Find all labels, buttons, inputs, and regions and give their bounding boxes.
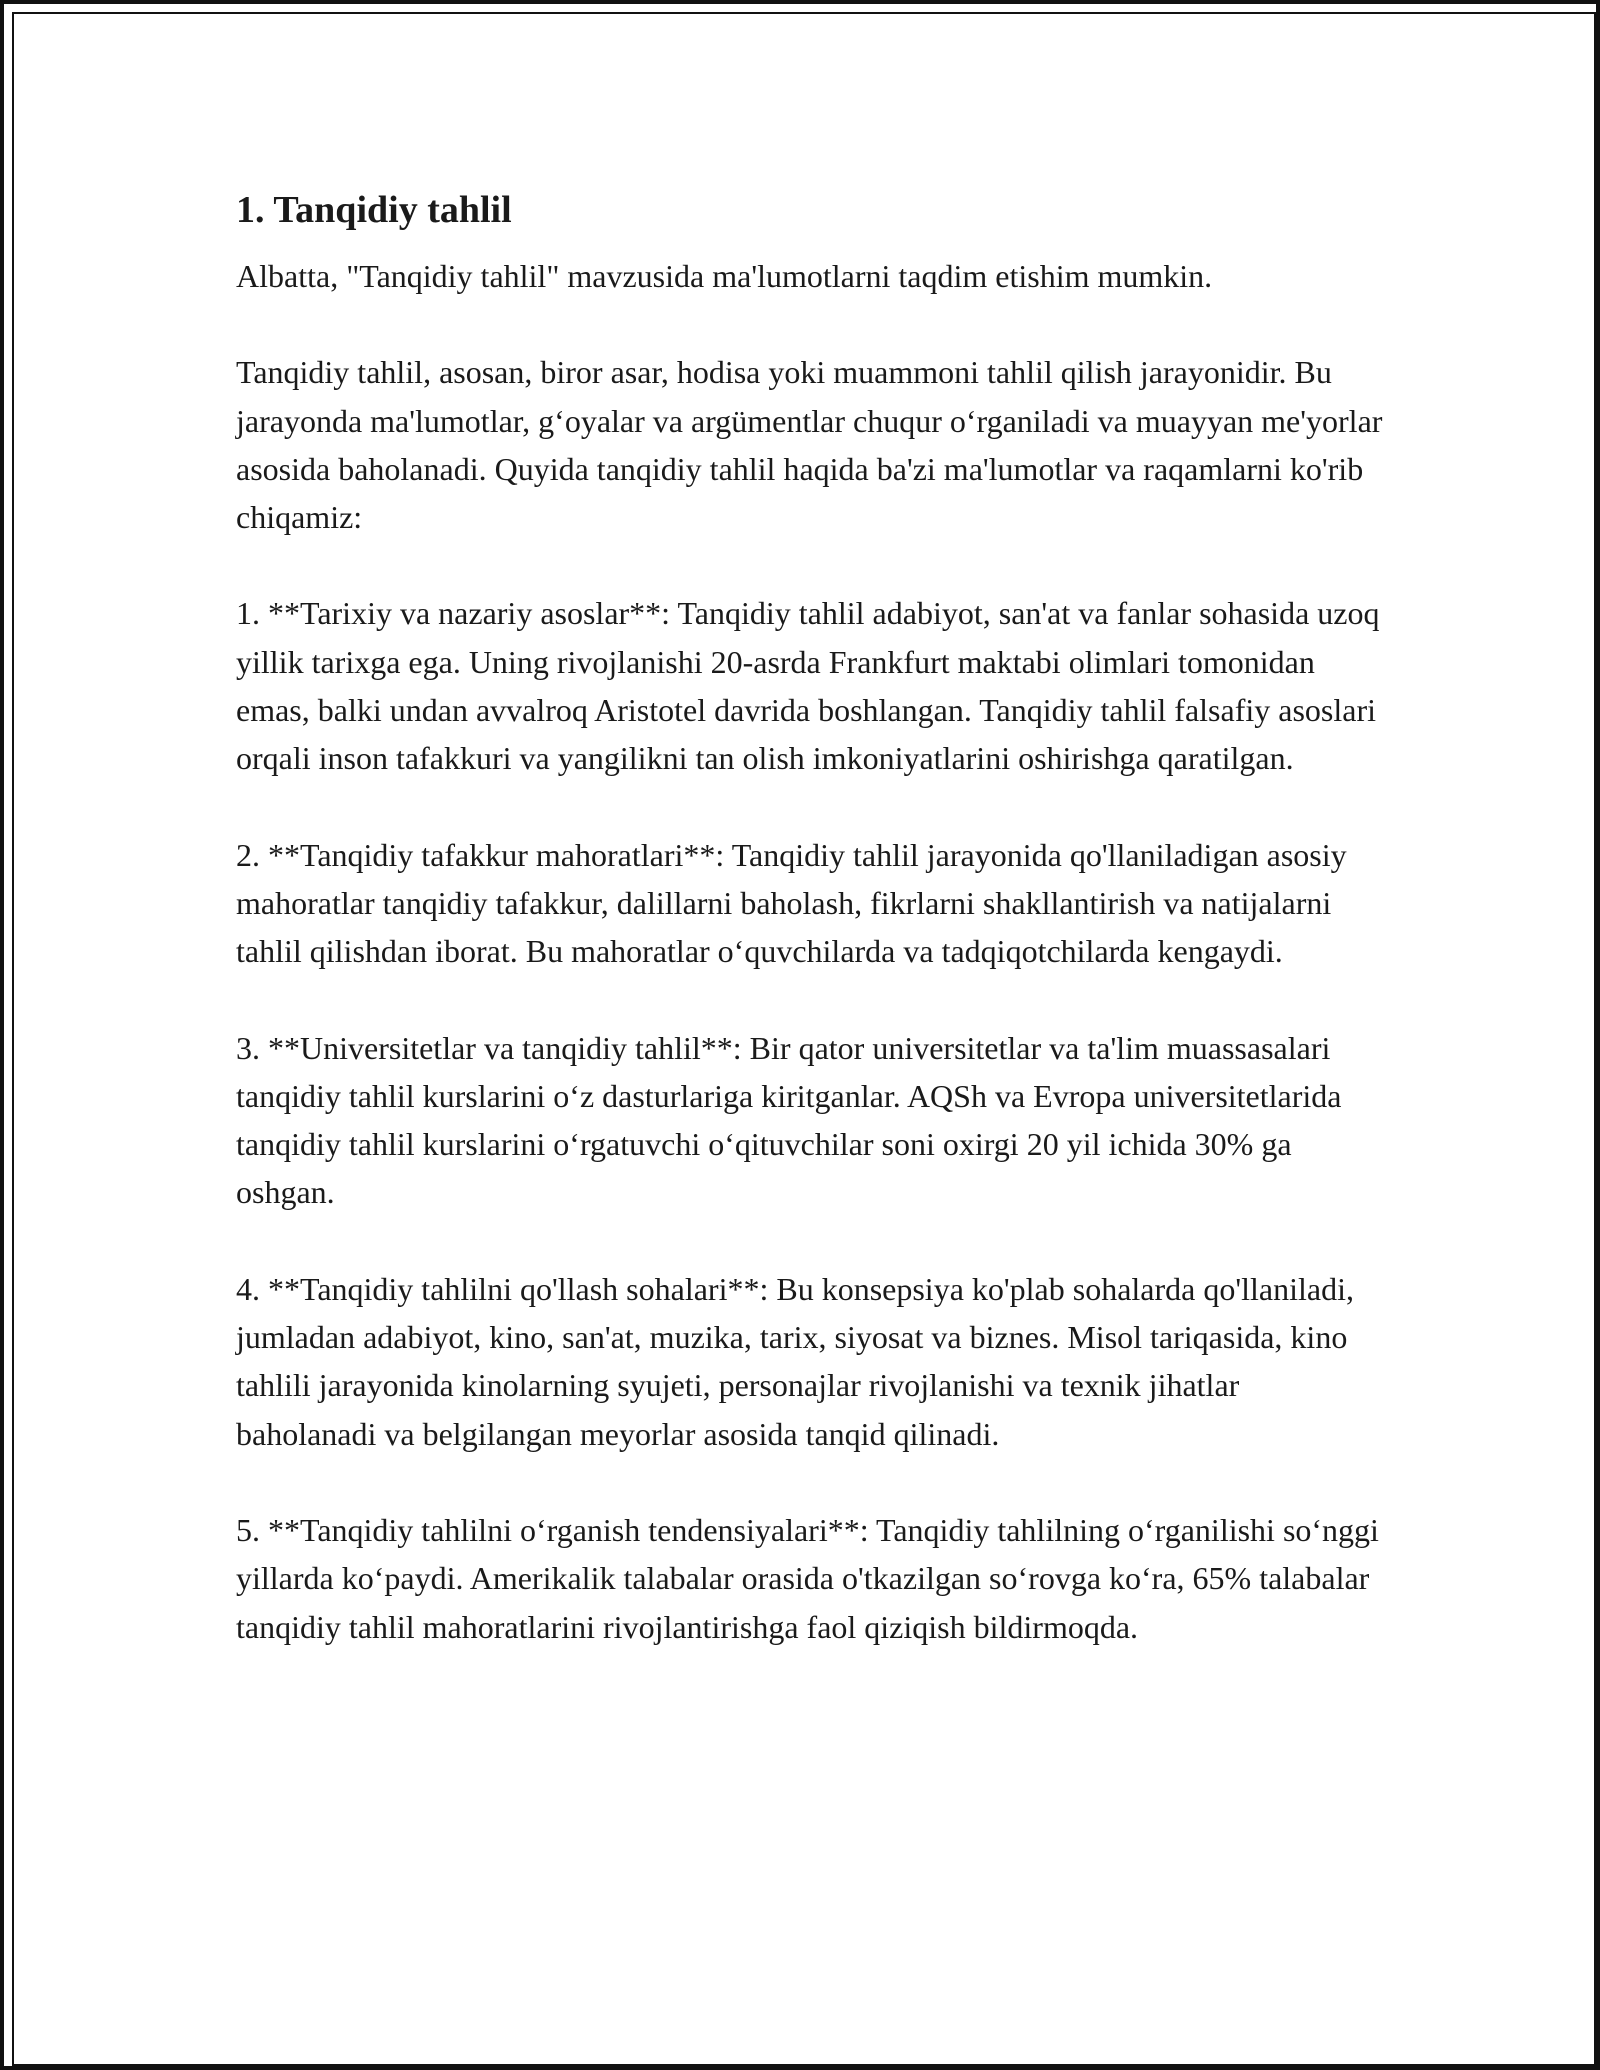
paragraph-point-3: 3. **Universitetlar va tanqidiy tahlil**: Bir qator universitetlar va ta'lim muassasalari tanqidiy tahlil kurslarini o‘z dasturlariga kiritganlar. AQSh va Evropa universitetlarida tanqidiy tahlil kurslarini o‘rgatuvchi o‘qituvchilar soni oxirgi 20 yil ichida 30% ga oshgan. xyxy=(236,1029,1342,1211)
paragraph-definition: Tanqidiy tahlil, asosan, biror asar, hodisa yoki muammoni tahlil qilish jarayonidir. Bu jarayonda ma'lumotlar, g‘oyalar va argümentlar chuqur o‘rganiladi va muayyan me'yorlar asosida baholanadi. Quyida tanqidiy tahlil haqida ba'zi ma'lumotlar va raqamlarni ko'rib chiqamiz: xyxy=(236,354,1383,536)
paragraph-point-5: 5. **Tanqidiy tahlilni o‘rganish tendensiyalari**: Tanqidiy tahlilning o‘rganilishi so‘nggi yillarda ko‘paydi. Amerikalik talabalar orasida o'tkazilgan so‘rovga ko‘ra, 65% talabalar tanqidiy tahlil mahoratlarini rivojlantirishga faol qiziqish bildirmoqda. xyxy=(236,1511,1379,1645)
document-title: 1. Tanqidiy tahlil xyxy=(236,189,512,231)
paragraph-intro: Albatta, "Tanqidiy tahlil" mavzusida ma'lumotlarni taqdim etishim mumkin. xyxy=(236,258,1213,294)
paragraph-point-2: 2. **Tanqidiy tafakkur mahoratlari**: Tanqidiy tahlil jarayonida qo'llaniladigan asosiy mahoratlar tanqidiy tafakkur, dalillarni baholash, fikrlarni shakllantirish va natijalarni tahlil qilishdan iborat. Bu mahoratlar o‘quvchilarda va tadqiqotchilarda kengaydi. xyxy=(236,836,1347,970)
document-body xyxy=(236,186,1386,1651)
paragraph-point-1: 1. **Tarixiy va nazariy asoslar**: Tanqidiy tahlil adabiyot, san'at va fanlar sohasida uzoq yillik tarixga ega. Uning rivojlanishi 20-asrda Frankfurt maktabi olimlari tomonidan emas, balki undan avvalroq Aristotel davrida boshlangan. Tanqidiy tahlil falsafiy asoslari orqali inson tafakkuri va yangilikni tan olish imkoniyatlarini oshirishga qaratilgan. xyxy=(236,595,1380,777)
paragraph-point-4: 4. **Tanqidiy tahlilni qo'llash sohalari**: Bu konsepsiya ko'plab sohalarda qo'llaniladi, jumladan adabiyot, kino, san'at, muzika, tarix, siyosat va biznes. Misol tariqasida, kino tahlili jarayonida kinolarning syujeti, personajlar rivojlanishi va texnik jihatlar baholanadi va belgilangan meyorlar asosida tanqid qilinadi. xyxy=(236,1270,1354,1452)
